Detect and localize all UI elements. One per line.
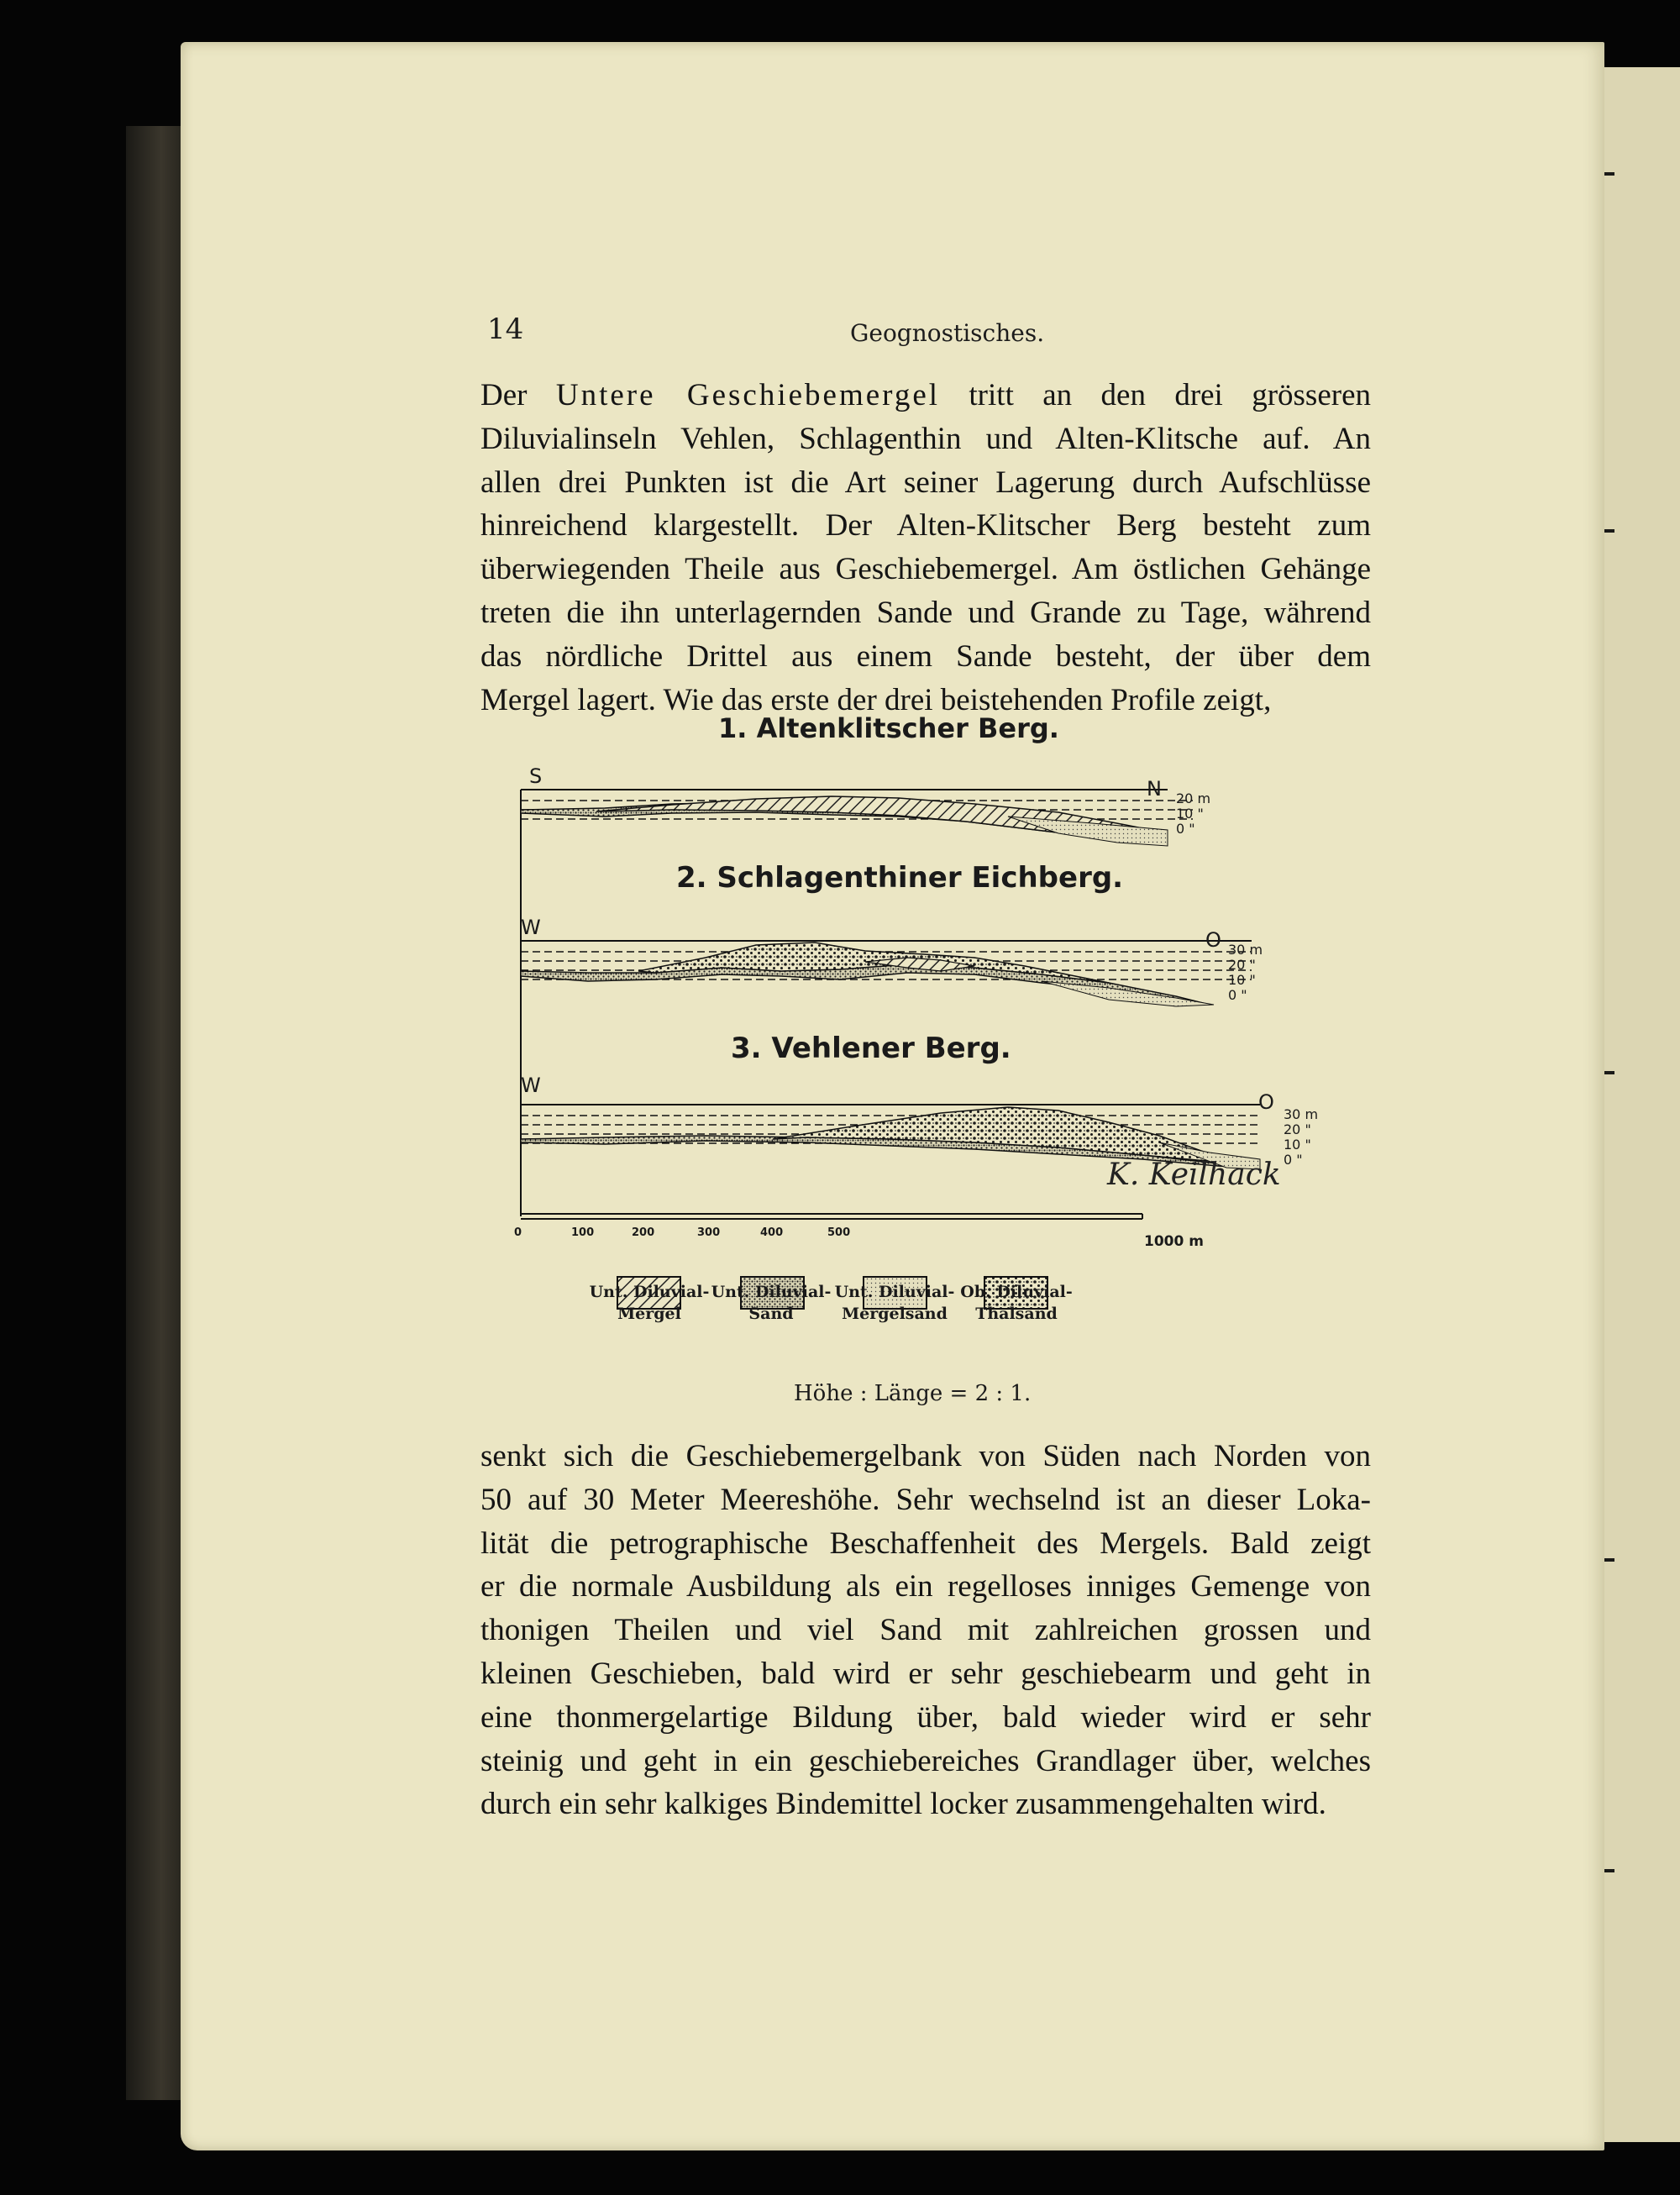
distance-axis [521,1214,1142,1219]
text-line: eine thonmergelartige Bildung über, bald wieder wird er sehr [480,1699,1371,1735]
profile-2 [521,941,1252,1006]
scale-label: 0 " [1228,987,1247,1003]
distance-tick-label: 100 [571,1226,595,1239]
author-signature: K. Keilhack [1107,1158,1281,1192]
scale-label: 10 " [1228,972,1256,988]
legend-label-line1: Unt. Diluvial- [589,1283,710,1301]
profile-1-title: 1. Altenklitscher Berg. [718,712,1059,744]
legend-item [832,1281,958,1325]
paragraph-bottom [480,1435,1371,1826]
legend-label-line2: Thalsand [975,1305,1058,1323]
legend-label-line2: Mergelsand [842,1305,948,1323]
distance-axis-end-label: 1000 m [1144,1233,1204,1250]
text-segment: Mergel lagert. Wie das erste der drei beistehenden Profile zeigt, [480,682,1272,717]
profile-3-title: 3. Vehlener Berg. [731,1032,1011,1065]
running-title: Geognostisches. [850,319,1045,347]
text-segment: überwiegenden Theile aus Geschiebemergel. Am östlichen Gehänge [480,552,1371,587]
paragraph-top [480,374,1371,722]
distance-tick-label: 0 [514,1226,522,1239]
profile-1 [521,790,1193,846]
scale-label: 0 " [1284,1152,1303,1168]
text-segment: das nördliche Drittel aus einem Sande besteht, der über dem [480,638,1371,674]
profile-1-scale [1176,791,1210,837]
text-line: er die normale Ausbildung als ein regelloses inniges Gemenge von [480,1569,1371,1604]
legend-label-line2: Sand [748,1305,794,1323]
legend-label-line1: Ob. Diluvial- [960,1283,1073,1301]
text-line: 50 auf 30 Meter Meereshöhe. Sehr wechselnd ist an dieser Loka- [480,1482,1371,1517]
scale-label: 10 " [1176,806,1204,822]
scale-label: 0 " [1176,821,1195,837]
distance-tick-label: 400 [760,1226,784,1239]
text-line: durch ein sehr kalkiges Bindemittel locker zusammengehalten wird. [480,1787,1326,1822]
distance-tick-label: 200 [632,1226,655,1239]
legend-item [586,1281,712,1325]
profile-1-left-direction: S [529,764,543,788]
text-segment: allen drei Punkten ist die Art seiner Lagerung durch Aufschlüsse [480,465,1371,500]
text-segment: hinreichend klargestellt. Der Alten-Klitscher Berg besteht zum [480,508,1371,543]
scale-label: 30 m [1284,1106,1319,1122]
profile-3-right-direction: O [1258,1090,1274,1114]
text-segment: Diluvialinseln Vehlen, Schlagenthin und Alten-Klitsche auf. An [480,421,1371,456]
profile-2-scale [1228,943,1263,1003]
distance-tick-label: 500 [827,1226,851,1239]
text-line [480,504,1371,548]
text-line [480,461,1371,505]
scale-label: 20 " [1228,957,1256,973]
text-line [480,374,1371,417]
text-line: kleinen Geschieben, bald wird er sehr geschiebearm und geht in [480,1656,1371,1691]
legend-item [708,1281,834,1325]
next-page-edge [1600,67,1680,2142]
text-line [480,591,1371,635]
text-segment: treten die ihn unterlagernden Sande und Grande zu Tage, während [480,595,1371,630]
text-line: steinig und geht in ein geschiebereiches Grandlager über, welches [480,1743,1371,1778]
profile-2-right-direction: O [1205,928,1221,952]
profile-2-left-direction: W [521,916,541,939]
scale-label: 20 " [1284,1121,1311,1137]
text-segment: Untere Geschiebemergel [555,378,941,412]
text-line: lität die petrographische Beschaffenheit des Mergels. Bald zeigt [480,1525,1371,1561]
text-segment: Der [480,378,556,412]
legend-label-line1: Unt. Diluvial- [834,1283,955,1301]
profile-2-title: 2. Schlagenthiner Eichberg. [676,861,1124,895]
scale-label: 20 m [1176,790,1211,806]
profile-3-left-direction: W [521,1074,541,1097]
text-line: thonigen Theilen und viel Sand mit zahlreichen grossen und [480,1613,1371,1648]
legend-label-line1: Unt. Diluvial- [711,1283,832,1301]
legend-label-line2: Mergel [617,1305,681,1323]
text-line [480,635,1371,679]
scale-label: 10 " [1284,1137,1311,1153]
profile-3-scale [1284,1107,1318,1168]
text-line: senkt sich die Geschiebemergelbank von Süden nach Norden von [480,1439,1371,1473]
page-number: 14 [487,312,524,346]
legend-item [953,1281,1079,1325]
text-segment: tritt an den drei grösseren [940,378,1371,412]
profile-1-right-direction: N [1147,777,1162,801]
text-line [480,548,1371,591]
scale-label: 30 m [1228,942,1263,958]
text-line [480,417,1371,461]
scale-ratio: Höhe : Länge = 2 : 1. [794,1381,1032,1406]
distance-tick-label: 300 [697,1226,721,1239]
book-spine [126,126,185,2100]
